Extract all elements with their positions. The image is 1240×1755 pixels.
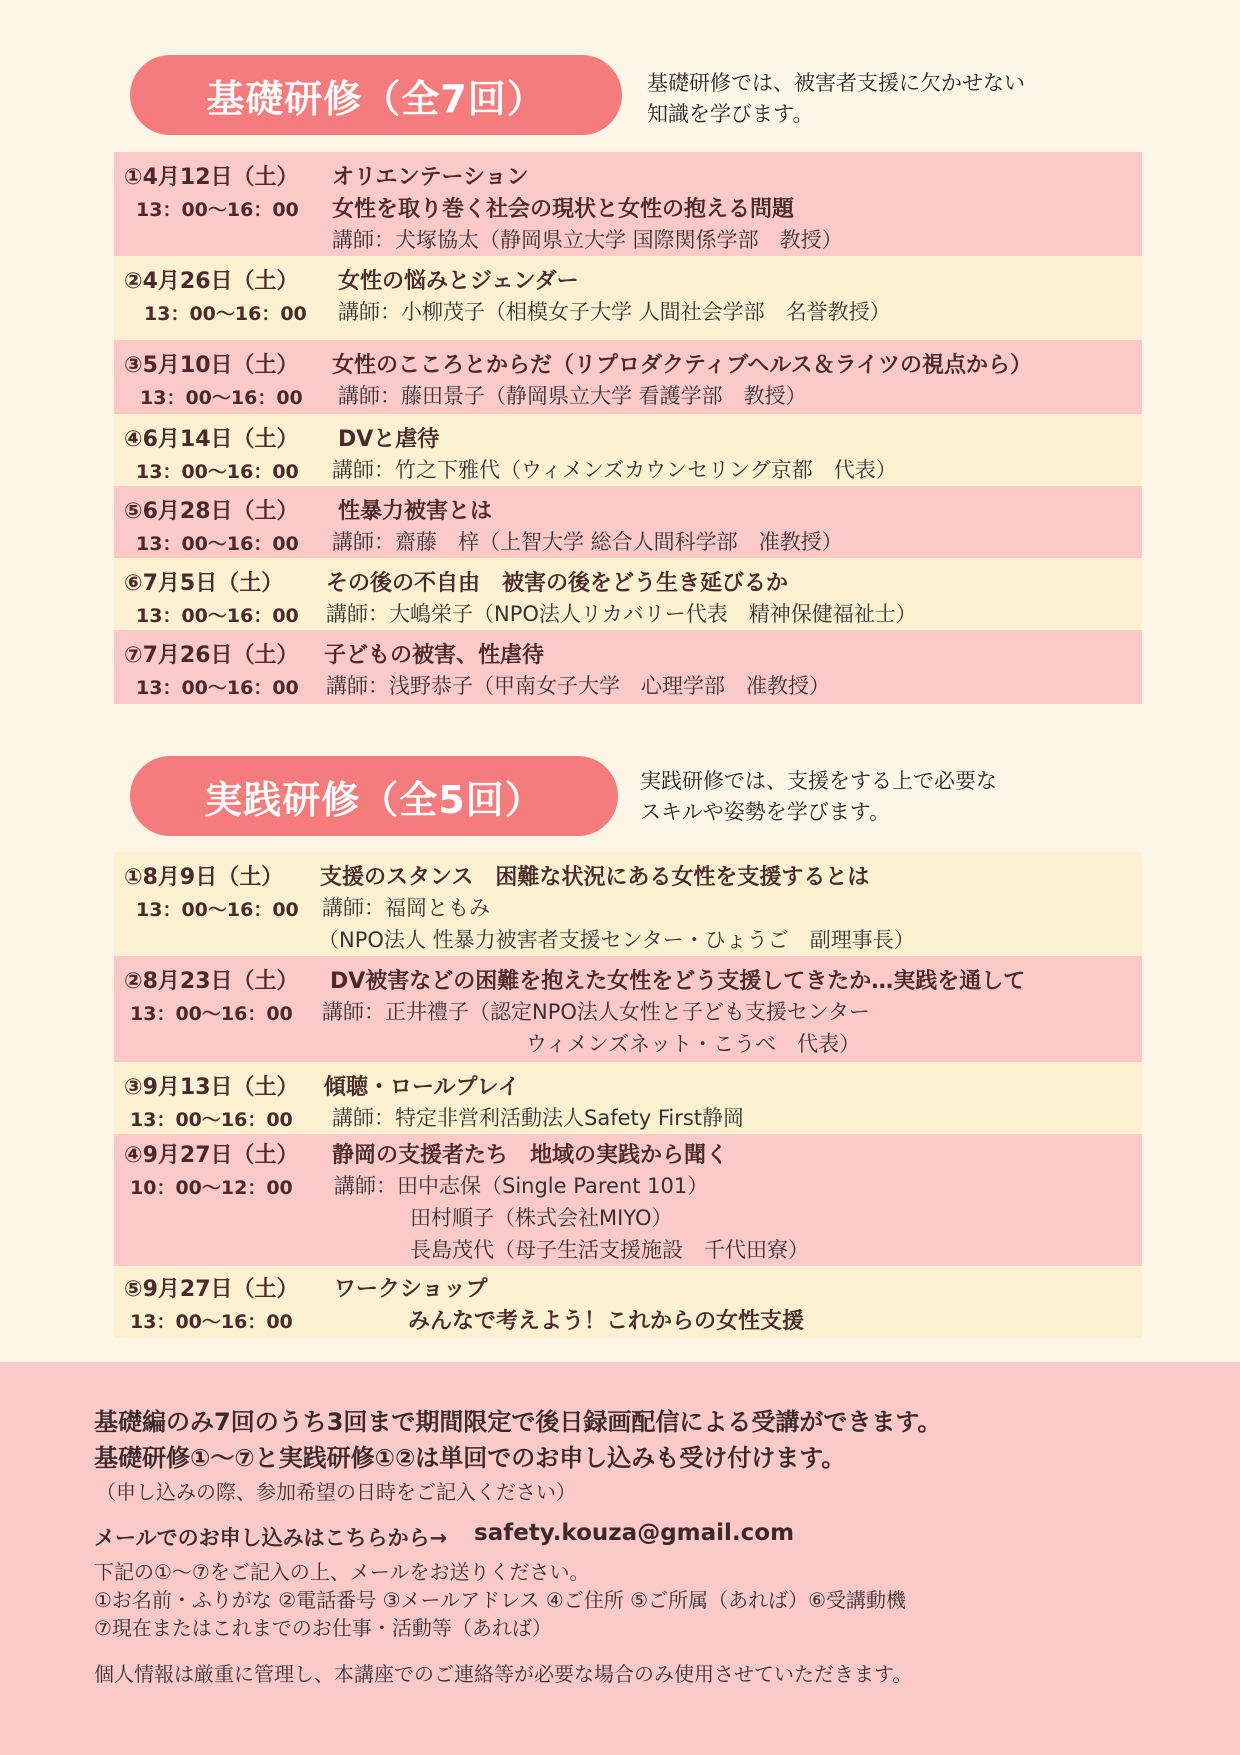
practice-course-intro: 実践研修では、支援をする上で必要な スキルや姿勢を学びます。	[640, 769, 997, 824]
session-time: 13：00〜16：00	[130, 1109, 293, 1131]
session-date: ⑤9月27日（土）	[124, 1277, 299, 1302]
session-title: 性暴力被害とは	[338, 499, 493, 524]
required-fields-2: ⑦現在またはこれまでのお仕事・活動等（あれば）	[94, 1616, 552, 1640]
recording-notice: 基礎編のみ7回のうち3回まで期間限定で後日録画配信による受講ができます。	[94, 1408, 942, 1436]
session-lecturer: 講師：犬塚協太（静岡県立大学 国際関係学部 教授）	[332, 228, 843, 252]
session-title: 子どもの被害、性虐待	[324, 643, 545, 668]
session-lecturer-affiliation: （NPO法人 性暴力被害者支援センター・ひょうご 副理事長）	[318, 928, 915, 952]
application-info-panel	[0, 1362, 1240, 1755]
session-lecturer-affiliation: ウィメンズネット・こうべ 代表）	[526, 1032, 861, 1056]
practice-session-1	[114, 852, 1142, 956]
session-time: 13：00〜16：00	[136, 533, 299, 555]
session-title: 静岡の支援者たち 地域の実践から聞く	[332, 1143, 729, 1168]
session-lecturer: 講師：齋藤 梓（上智大学 総合人間科学部 准教授）	[332, 530, 843, 554]
session-lecturer: 講師：浅野恭子（甲南女子大学 心理学部 准教授）	[326, 674, 830, 698]
session-lecturer: 講師：特定非営利活動法人Safety First静岡	[332, 1106, 745, 1130]
practice-session-4	[114, 1134, 1142, 1266]
session-lecturer: 講師：小柳茂子（相模女子大学 人間社会学部 名誉教授）	[338, 300, 891, 324]
session-date: ③9月13日（土）	[124, 1075, 299, 1100]
basic-session-2	[114, 256, 1142, 340]
basic-session-6	[114, 558, 1142, 630]
session-title: 傾聴・ロールプレイ	[324, 1075, 520, 1100]
session-date: ⑤6月28日（土）	[124, 499, 299, 524]
mail-instructions: 下記の①〜⑦をご記入の上、メールをお送りください。	[94, 1560, 590, 1584]
session-lecturer: 講師：竹之下雅代（ウィメンズカウンセリング京都 代表）	[332, 458, 897, 482]
required-fields: ①お名前・ふりがな ②電話番号 ③メールアドレス ④ご住所 ⑤ご所属（あれば）⑥受講動機	[94, 1588, 907, 1612]
mail-address-link[interactable]: safety.kouza@gmail.com	[474, 1520, 795, 1546]
session-title: DVと虐待	[338, 427, 440, 452]
session-time: 13：00〜16：00	[136, 461, 299, 483]
session-subtitle: 女性を取り巻く社会の現状と女性の抱える問題	[332, 197, 795, 222]
application-note: （申し込みの際、参加希望の日時をご記入ください）	[96, 1480, 576, 1504]
session-lecturer: 講師：福岡ともみ	[322, 896, 490, 920]
practice-course-pill: 実践研修（全5回）	[130, 756, 618, 836]
basic-course-intro: 基礎研修では、被害者支援に欠かせない 知識を学びます。	[647, 71, 1025, 126]
session-lecturer: 講師：藤田景子（静岡県立大学 看護学部 教授）	[338, 384, 807, 408]
practice-session-5	[114, 1266, 1142, 1338]
session-subtitle: みんなで考えよう！これからの女性支援	[408, 1309, 805, 1334]
session-title: 女性の悩みとジェンダー	[338, 269, 579, 294]
session-date: ⑥7月5日（土）	[124, 571, 284, 596]
session-date: ④6月14日（土）	[124, 427, 299, 452]
mail-label: メールでのお申し込みはこちらから→	[94, 1526, 448, 1550]
session-time: 13：00〜16：00	[136, 605, 299, 627]
session-time: 13：00〜16：00	[136, 199, 299, 221]
session-title: オリエンテーション	[332, 165, 529, 190]
session-title: ワークショップ	[334, 1277, 488, 1302]
practice-session-2	[114, 956, 1142, 1062]
session-lecturer: 講師：正井禮子（認定NPO法人女性と子ども支援センター	[322, 1000, 871, 1024]
session-date: ⑦7月26日（土）	[124, 643, 299, 668]
session-time: 13：00〜16：00	[130, 1003, 293, 1025]
session-time: 13：00〜16：00	[136, 899, 299, 921]
session-time: 13：00〜16：00	[136, 677, 299, 699]
session-date: ①8月9日（土）	[124, 865, 284, 890]
basic-session-3	[114, 340, 1142, 414]
session-lecturer-3: 長島茂代（母子生活支援施設 千代田寮）	[410, 1238, 809, 1262]
basic-course-pill: 基礎研修（全7回）	[130, 55, 622, 135]
session-title: 女性のこころとからだ（リプロダクティブヘルス＆ライツの視点から）	[332, 353, 1033, 378]
session-title: 支援のスタンス 困難な状況にある女性を支援するとは	[320, 865, 870, 890]
session-lecturer: 講師：大嶋栄子（NPO法人リカバリー代表 精神保健福祉士）	[326, 602, 917, 626]
session-time: 13：00〜16：00	[140, 387, 303, 409]
practice-session-3	[114, 1062, 1142, 1134]
session-time: 13：00〜16：00	[130, 1311, 293, 1333]
basic-session-5	[114, 486, 1142, 558]
session-date: ②4月26日（土）	[124, 269, 299, 294]
session-lecturer: 講師：田中志保（Single Parent 101）	[334, 1174, 709, 1198]
basic-session-7	[114, 630, 1142, 704]
session-date: ②8月23日（土）	[124, 969, 299, 994]
basic-session-4	[114, 414, 1142, 486]
privacy-notice: 個人情報は厳重に管理し、本講座でのご連絡等が必要な場合のみ使用させていただきます。	[94, 1662, 913, 1686]
basic-session-1	[114, 152, 1142, 256]
session-date: ④9月27日（土）	[124, 1143, 299, 1168]
session-lecturer-2: 田村順子（株式会社MIYO）	[410, 1206, 673, 1230]
session-title: その後の不自由 被害の後をどう生き延びるか	[326, 571, 789, 596]
session-time: 10：00〜12：00	[130, 1177, 293, 1199]
session-date: ③5月10日（土）	[124, 353, 299, 378]
single-session-notice: 基礎研修①〜⑦と実践研修①②は単回でのお申し込みも受け付けます。	[94, 1444, 846, 1472]
session-date: ①4月12日（土）	[124, 165, 299, 190]
session-time: 13：00〜16：00	[144, 303, 307, 325]
session-title: DV被害などの困難を抱えた女性をどう支援してきたか…実践を通して	[330, 969, 1026, 994]
